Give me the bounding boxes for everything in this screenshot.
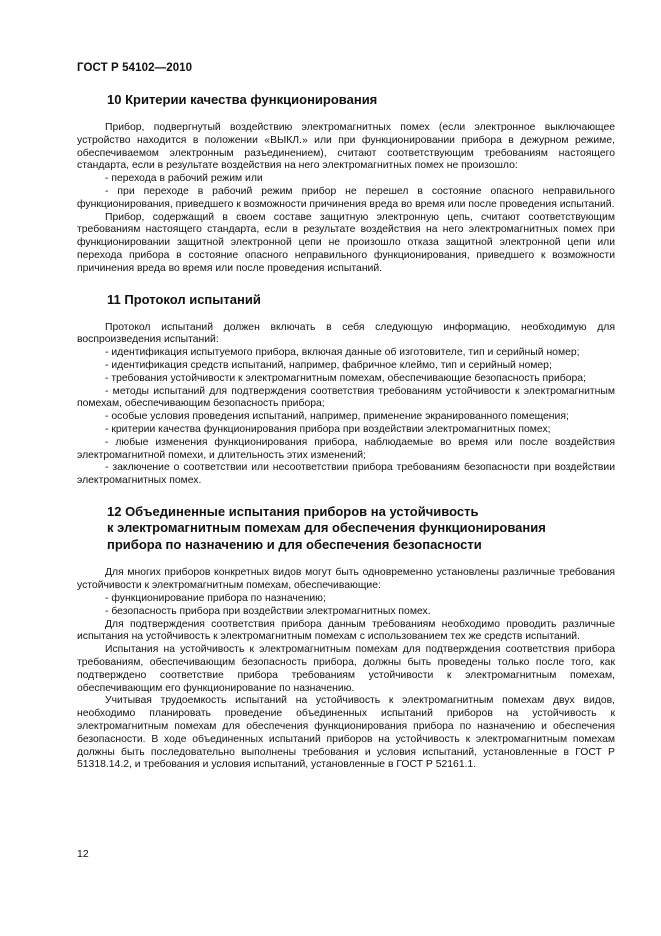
section-12-title bbox=[77, 504, 615, 554]
section-11-list-item: - методы испытаний для подтверждения соответствия требованиям устойчивости к электромагнитным помехам, обеспечивающим безопасность прибора; bbox=[77, 385, 615, 410]
page-content bbox=[77, 92, 615, 772]
section-12-title-line: прибора по назначению и для обеспечения безопасности bbox=[107, 536, 482, 552]
section-10-title: 10 Критерии качества функционирования bbox=[107, 92, 378, 107]
section-12-paragraph: Испытания на устойчивость к электромагнитным помехам для подтверждения соответствия прибора требованиям, обеспечивающим безопасность прибора, должны быть проведены только после того, как подтверждено соответствие прибора требованиям устойчивости к электромагнитным помехам, обеспечивающим его функционирование по назначению. bbox=[77, 644, 615, 694]
section-10-list-item: - при переходе в рабочий режим прибор не перешел в состояние опасного неправильного функционирования, приведшего к возможности причинения вреда во время или после проведения испытаний. bbox=[77, 185, 615, 210]
section-10-paragraph: Прибор, содержащий в своем составе защитную электронную цепь, считают соответствующим требованиям настоящего стандарта, если в результате воздействия на него электромагнитных помех при функционировании защитной электронной цепи не произошло отказа защитной электронной цепи или перехода прибора в состояние опасного неправильного функционирования, приведшего к возможности причинения вреда во время или после проведения испытаний. bbox=[77, 211, 615, 274]
document-code-header: ГОСТ Р 54102—2010 bbox=[77, 62, 193, 74]
section-12-list-item: - функционирование прибора по назначению; bbox=[105, 593, 326, 605]
section-11-paragraph: Протокол испытаний должен включать в себя следующую информацию, необходимую для воспроизведения испытаний: bbox=[77, 321, 615, 346]
section-12-paragraph: Учитывая трудоемкость испытаний на устойчивость к электромагнитным помехам двух видов, необходимо планировать проведение объединенных испытаний приборов на устойчивость к электромагнитным помехам для обеспечения функционирования прибора по назначению и обеспечения безопасности. В ходе объединенных испытаний приборов на устойчивость к электромагнитным помехам должны быть последовательно выполнены требования и условия испытаний, установленные в ГОСТ Р 51318.14.2, и требования и условия испытаний, установленные в ГОСТ Р 52161.1. bbox=[77, 695, 615, 771]
section-11-list-item: - идентификация испытуемого прибора, включая данные об изготовителе, тип и серийный номер; bbox=[105, 347, 580, 359]
section-11-list-item: - заключение о соответствии или несоответствии прибора требованиям безопасности при воздействии электромагнитных помех. bbox=[77, 462, 615, 487]
section-11-title: 11 Протокол испытаний bbox=[107, 291, 261, 307]
section-11-list-item: - критерии качества функционирования прибора при воздействии электромагнитных помех; bbox=[105, 423, 551, 435]
section-12-list-item: - безопасность прибора при воздействии электромагнитных помех. bbox=[105, 605, 431, 617]
section-11-list-item: - любые изменения функционирования прибора, наблюдаемые во время или после воздействия электромагнитной помехи, и длительность этих изменений; bbox=[77, 436, 615, 461]
page-number: 12 bbox=[77, 848, 89, 860]
section-12-title-line: к электромагнитным помехам для обеспечения функционирования bbox=[107, 520, 546, 536]
section-11-list-item: - особые условия проведения испытаний, например, применение экранированного помещения; bbox=[105, 411, 569, 423]
section-10-list-item: - перехода в рабочий режим или bbox=[105, 173, 263, 185]
section-12-paragraph: Для многих приборов конкретных видов могут быть одновременно установлены различные требования устойчивости к электромагнитным помехам, обеспечивающие: bbox=[77, 567, 615, 592]
section-11-list-item: - требования устойчивости к электромагнитным помехам, обеспечивающие безопасность прибора; bbox=[105, 372, 586, 384]
section-12-paragraph: Для подтверждения соответствия прибора данным требованиям необходимо проводить различные испытания на устойчивость к электромагнитным помехам с использованием тех же средств испытаний. bbox=[77, 618, 615, 643]
section-10-paragraph: Прибор, подвергнутый воздействию электромагнитных помех (если электронное выключающее устройство находится в положении «ВЫКЛ.» или при функционировании прибора в дежурном режиме, обеспечиваемом электронным разъединением), считают соответствующим требованиям настоящего стандарта, если в результате воздействия на него электромагнитных помех не произошло: bbox=[77, 122, 615, 172]
section-11-list-item: - идентификация средств испытаний, например, фабричное клеймо, тип и серийный номер; bbox=[105, 359, 552, 371]
section-12-title-line: 12 Объединенные испытания приборов на устойчивость bbox=[107, 503, 479, 519]
